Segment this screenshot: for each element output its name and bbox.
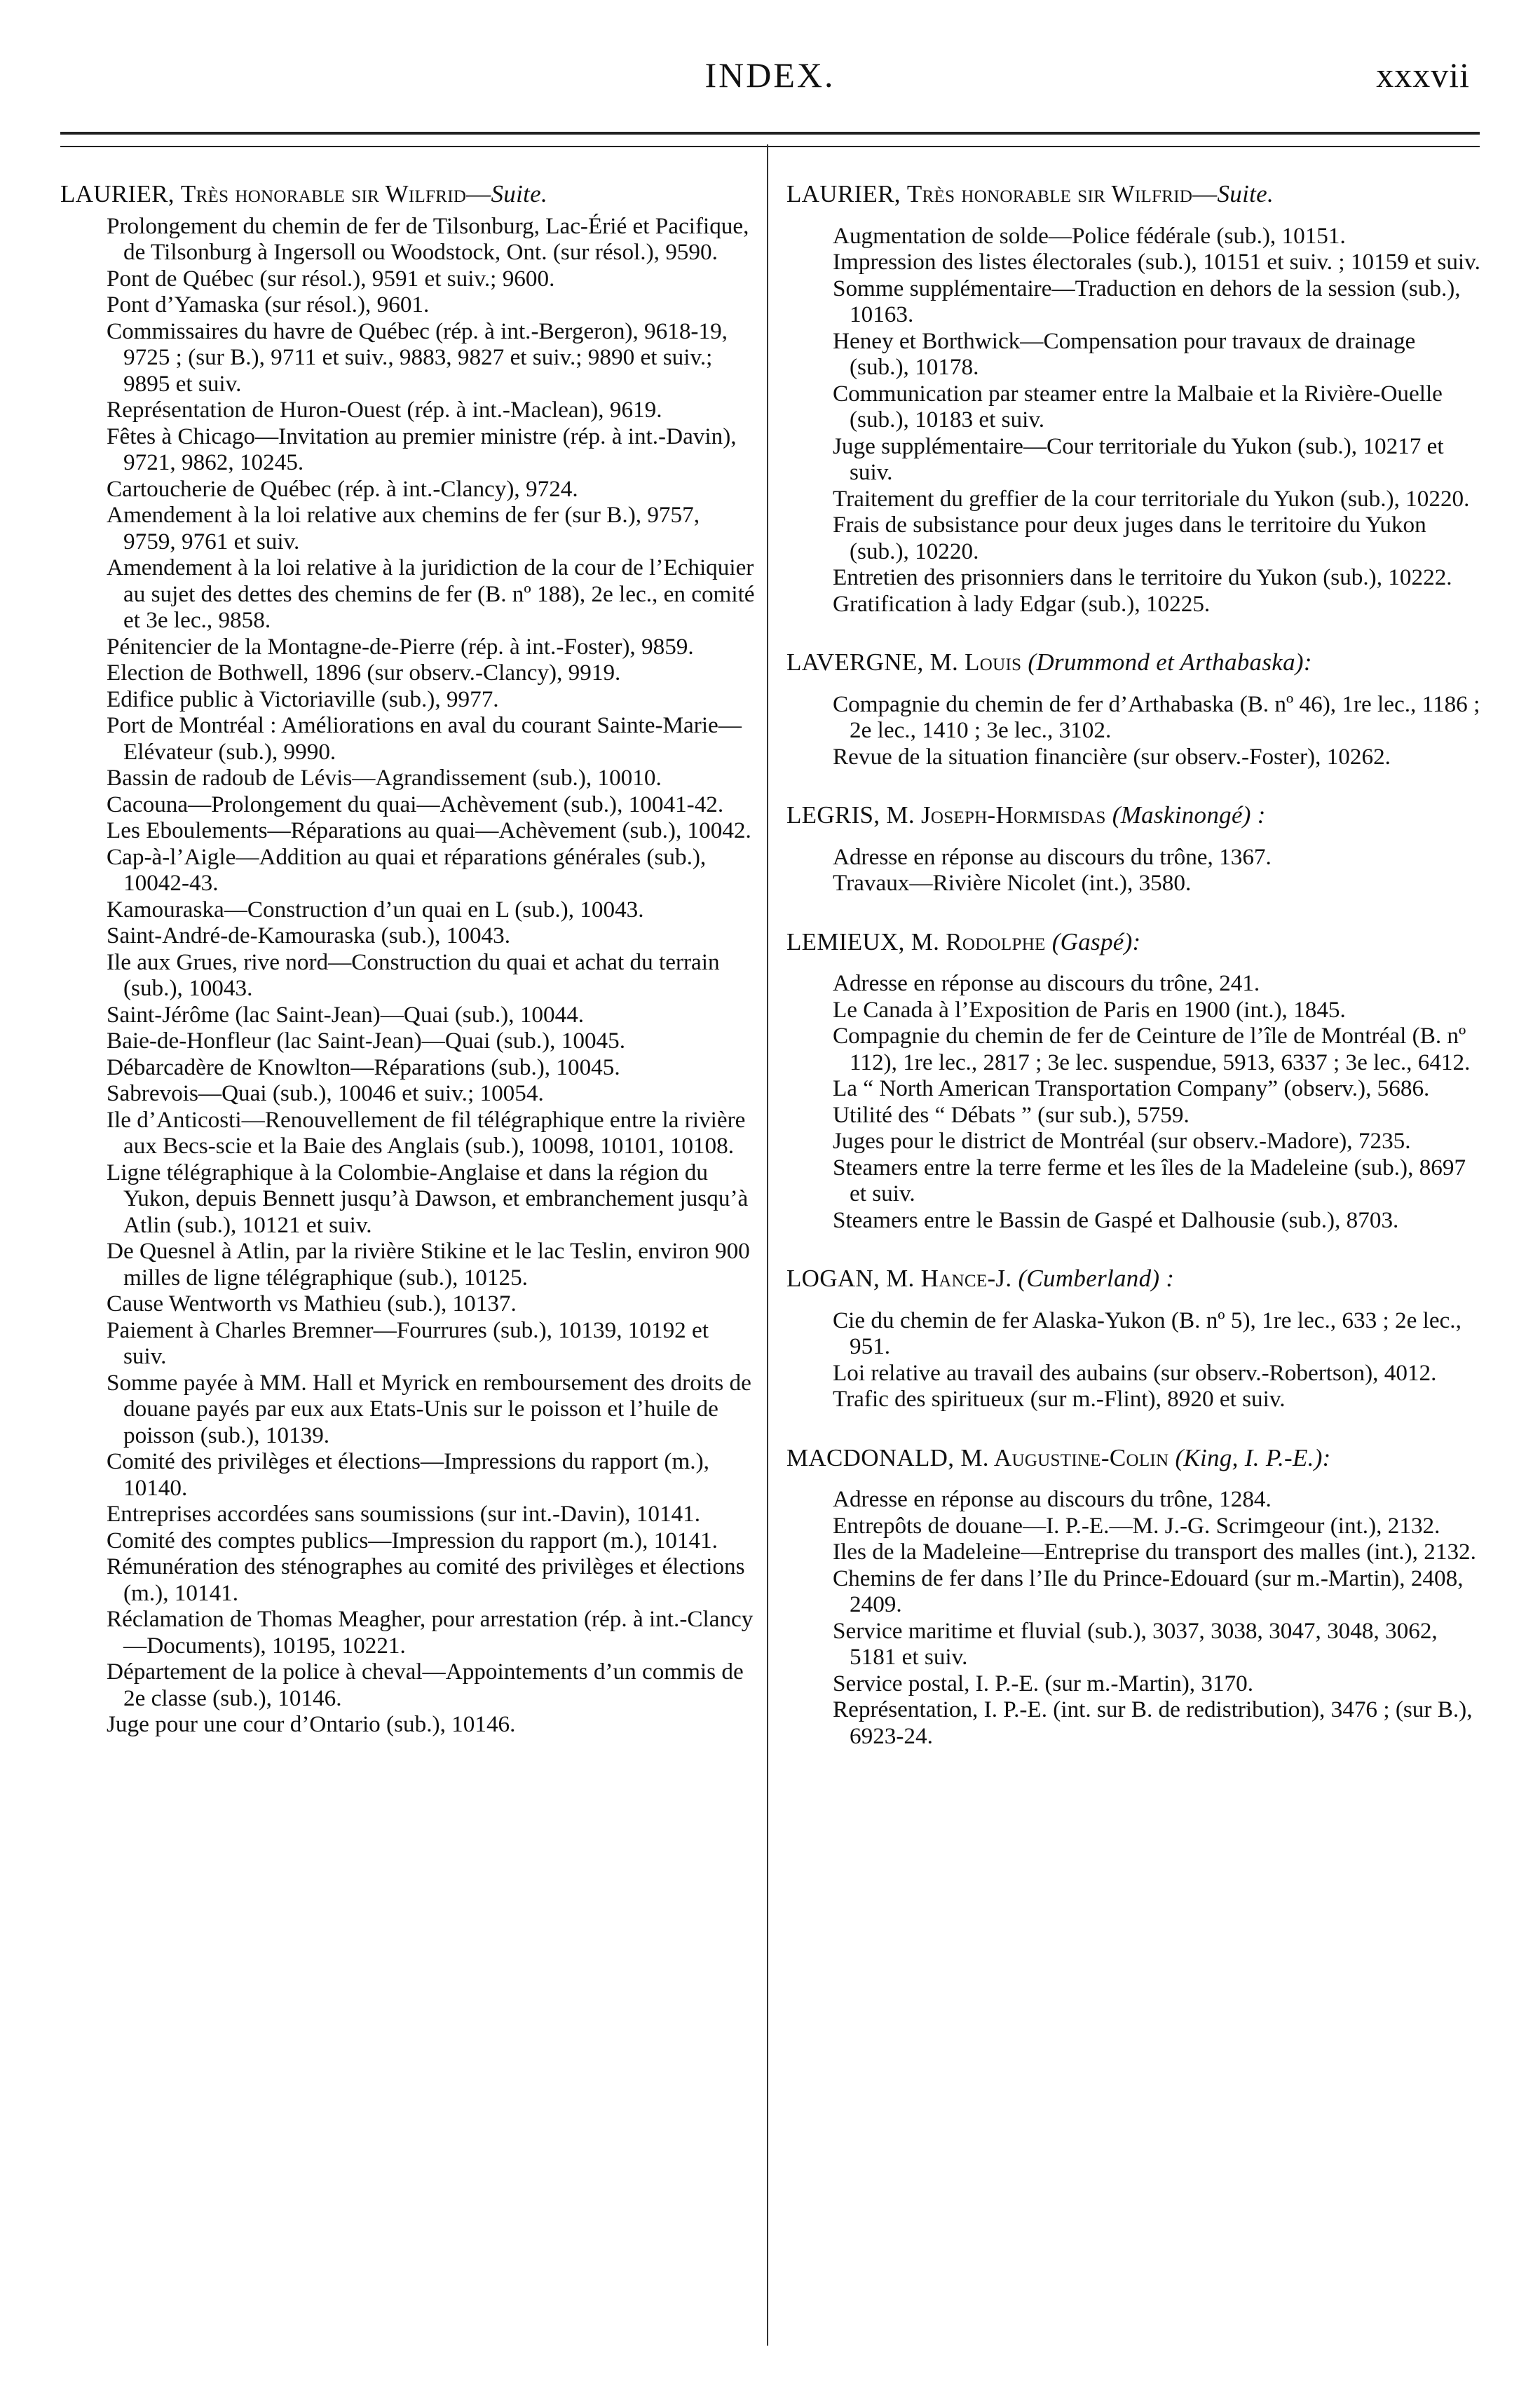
heading-surname: LAURIER, — [60, 180, 175, 208]
index-entry: Pont d’Yamaska (sur résol.), 9601. — [107, 292, 430, 318]
index-entry: Ile aux Grues, rive nord—Construction du quai et achat du terrain (sub.), 10043. — [107, 948, 720, 1001]
heading-title: M. Louis — [929, 648, 1022, 676]
index-entry: Département de la police à cheval—Appointements d’un commis de 2e classe (sub.), 10146. — [107, 1659, 744, 1711]
header-rule — [60, 132, 1480, 147]
entry-heading-logan — [786, 1265, 1480, 1292]
column-divider — [767, 144, 768, 2346]
index-entry: Service maritime et fluvial (sub.), 3037, 3038, 3047, 3048, 3062, 5181 et suiv. — [833, 1617, 1438, 1670]
heading-title: M. Rodolphe — [911, 927, 1046, 955]
index-entry: Représentation de Huron-Ouest (rép. à int.-Maclean), 9619. — [107, 397, 662, 423]
entry-heading-lemieux — [786, 929, 1480, 955]
index-entry: Impression des listes électorales (sub.), 10151 et suiv. ; 10159 et suiv. — [833, 249, 1480, 275]
index-entry: Edifice public à Victoriaville (sub.), 9977. — [107, 686, 499, 712]
index-entry: Prolongement du chemin de fer de Tilsonburg, Lac-Érié et Pacifique, de Tilsonburg à Ingersoll ou Woodstock, Ont. (sur résol.), 9590. — [107, 212, 749, 265]
heading-riding: (Cumberland) : — [1018, 1265, 1175, 1292]
index-entry: Trafic des spiritueux (sur m.-Flint), 8920 et suiv. — [833, 1386, 1286, 1412]
index-entry: Juge supplémentaire—Cour territoriale du Yukon (sub.), 10217 et suiv. — [833, 433, 1444, 485]
index-entry: Débarcadère de Knowlton—Réparations (sub.), 10045. — [107, 1054, 620, 1080]
section-lemieux — [786, 929, 1480, 1234]
index-entry: Amendement à la loi relative à la juridiction de la cour de l’Echiquier au sujet des dettes des chemins de fer (B. nº 188), 2e lec., en comité et 3e lec., 9858. — [107, 555, 755, 633]
index-entry: Frais de subsistance pour deux juges dans le territoire du Yukon (sub.), 10220. — [833, 512, 1426, 564]
section-macdonald — [786, 1445, 1480, 1750]
entry-list — [786, 844, 1480, 897]
index-entry: Juges pour le district de Montréal (sur observ.-Madore), 7235. — [833, 1128, 1411, 1154]
index-entry: Saint-Jérôme (lac Saint-Jean)—Quai (sub.), 10044. — [107, 1001, 585, 1028]
heading-title: M. Joseph-Hormisdas — [886, 801, 1106, 829]
index-entry: Compagnie du chemin de fer d’Arthabaska (B. nº 46), 1re lec., 1186 ; 2e lec., 1410 ; 3e lec., 3102. — [833, 691, 1480, 743]
index-entry: Steamers entre la terre ferme et les îles de la Madeleine (sub.), 8697 et suiv. — [833, 1154, 1466, 1206]
index-entry: Entretien des prisonniers dans le territoire du Yukon (sub.), 10222. — [833, 564, 1452, 590]
section-logan — [786, 1265, 1480, 1413]
heading-surname: LAVERGNE, — [786, 648, 924, 676]
index-entry: Travaux—Rivière Nicolet (int.), 3580. — [833, 870, 1192, 896]
index-entry: Entrepôts de douane—I. P.-E.—M. J.-G. Scrimgeour (int.), 2132. — [833, 1512, 1440, 1539]
index-entry: Compagnie du chemin de fer de Ceinture de l’île de Montréal (B. nº 112), 1re lec., 2817 ; 3e lec. suspendue, 5913, 6337 ; 3e lec., 6412. — [833, 1023, 1471, 1075]
index-entry: Entreprises accordées sans soumissions (sur int.-Davin), 10141. — [107, 1501, 701, 1527]
index-entry: Réclamation de Thomas Meagher, pour arrestation (rép. à int.-Clancy—Documents), 10195, 10221. — [107, 1606, 754, 1659]
index-entry: Comité des comptes publics—Impression du rapport (m.), 10141. — [107, 1527, 718, 1553]
entry-list — [786, 1486, 1480, 1749]
section-laurier-suite — [786, 181, 1480, 617]
index-entry: Pénitencier de la Montagne-de-Pierre (rép. à int.-Foster), 9859. — [107, 633, 694, 660]
heading-suffix: Suite. — [491, 180, 548, 208]
index-entry: La “ North American Transportation Company” (observ.), 5686. — [833, 1075, 1430, 1101]
heading-surname: MACDONALD, — [786, 1443, 955, 1471]
index-entry: Adresse en réponse au discours du trône, 1284. — [833, 1486, 1272, 1512]
index-entry: Comité des privilèges et élections—Impressions du rapport (m.), 10140. — [107, 1448, 709, 1501]
index-entry: Adresse en réponse au discours du trône, 1367. — [833, 843, 1272, 870]
index-entry: Gratification à lady Edgar (sub.), 10225. — [833, 590, 1211, 617]
index-entry: Iles de la Madeleine—Entreprise du transport des malles (int.), 2132. — [833, 1539, 1476, 1565]
heading-surname: LOGAN, — [786, 1265, 880, 1292]
index-entry: Paiement à Charles Bremner—Fourrures (sub.), 10139, 10192 et suiv. — [107, 1317, 709, 1369]
index-entry: Commissaires du havre de Québec (rép. à int.-Bergeron), 9618-19, 9725 ; (sur B.), 9711 et suiv., 9883, 9827 et suiv.; 9890 et suiv.; 9895 et suiv. — [107, 318, 728, 397]
index-entry: Représentation, I. P.-E. (int. sur B. de redistribution), 3476 ; (sur B.), 6923-24. — [833, 1696, 1473, 1749]
index-entry: Les Eboulements—Réparations au quai—Achèvement (sub.), 10042. — [107, 817, 751, 843]
index-entry: Cause Wentworth vs Mathieu (sub.), 10137. — [107, 1291, 517, 1317]
index-entry: Sabrevois—Quai (sub.), 10046 et suiv.; 10054. — [107, 1080, 544, 1106]
index-entry: Cap-à-l’Aigle—Addition au quai et réparations générales (sub.), 10042-43. — [107, 843, 707, 896]
index-entry: Service postal, I. P.-E. (sur m.-Martin), 3170. — [833, 1670, 1254, 1696]
index-entry: Communication par steamer entre la Malbaie et la Rivière-Ouelle (sub.), 10183 et suiv. — [833, 380, 1443, 433]
index-entry: Somme payée à MM. Hall et Myrick en remboursement des droits de douane payés par eux aux Etats-Unis sur le poisson et l’huile de poisson (sub.), 10139. — [107, 1369, 751, 1448]
entry-heading-macdonald — [786, 1445, 1480, 1471]
index-entry: Rémunération des sténographes au comité des privilèges et élections (m.), 10141. — [107, 1553, 745, 1606]
index-entry: Traitement du greffier de la cour territoriale du Yukon (sub.), 10220. — [833, 485, 1470, 512]
index-entry: Amendement à la loi relative aux chemins de fer (sur B.), 9757, 9759, 9761 et suiv. — [107, 502, 700, 555]
page-number: xxxvii — [1376, 55, 1470, 95]
index-entry: Loi relative au travail des aubains (sur observ.-Robertson), 4012. — [833, 1359, 1437, 1386]
section-lavergne — [786, 649, 1480, 770]
heading-title: M. Hance-J. — [886, 1265, 1012, 1292]
index-entry: Chemins de fer dans l’Ile du Prince-Edouard (sur m.-Martin), 2408, 2409. — [833, 1565, 1464, 1617]
entry-heading-legris — [786, 802, 1480, 829]
entry-list — [786, 970, 1480, 1233]
page-title: INDEX. — [704, 55, 836, 95]
entry-list — [786, 691, 1480, 770]
heading-surname: LAURIER, — [786, 180, 901, 208]
heading-title: Très honorable sir Wilfrid— — [180, 180, 491, 208]
index-entry: Kamouraska—Construction d’un quai en L (sub.), 10043. — [107, 896, 644, 923]
heading-riding: (King, I. P.-E.): — [1175, 1443, 1331, 1471]
index-entry: Revue de la situation financière (sur observ.-Foster), 10262. — [833, 743, 1391, 770]
index-entry: Somme supplémentaire—Traduction en dehors de la session (sub.), 10163. — [833, 275, 1461, 327]
heading-riding: (Gaspé): — [1051, 927, 1141, 955]
heading-surname: LEMIEUX, — [786, 927, 905, 955]
index-entry: Heney et Borthwick—Compensation pour travaux de drainage (sub.), 10178. — [833, 327, 1416, 380]
index-entry: Cacouna—Prolongement du quai—Achèvement (sub.), 10041-42. — [107, 791, 724, 817]
index-entry: Ligne télégraphique à la Colombie-Anglaise et dans la région du Yukon, depuis Bennett jusqu’à Dawson, et embranchement jusqu’à Atlin (sub.), 10121 et suiv. — [107, 1159, 749, 1238]
index-entry: Saint-André-de-Kamouraska (sub.), 10043. — [107, 923, 511, 948]
index-entry: Adresse en réponse au discours du trône, 241. — [833, 970, 1260, 996]
entry-heading-lavergne — [786, 649, 1480, 676]
left-column — [60, 181, 756, 1738]
right-column — [786, 181, 1480, 1781]
running-header — [0, 55, 1540, 111]
entry-list — [786, 223, 1480, 618]
index-entry: De Quesnel à Atlin, par la rivière Stikine et le lac Teslin, environ 900 milles de ligne télégraphique (sub.), 10125. — [107, 1238, 750, 1291]
index-entry: Ile d’Anticosti—Renouvellement de fil télégraphique entre la rivière aux Becs-scie et la Baie des Anglais (sub.), 10098, 10101, 10108. — [107, 1106, 746, 1159]
index-entry: Augmentation de solde—Police fédérale (sub.), 10151. — [833, 222, 1346, 249]
index-entry: Steamers entre le Bassin de Gaspé et Dalhousie (sub.), 8703. — [833, 1206, 1399, 1233]
index-entry: Juge pour une cour d’Ontario (sub.), 10146. — [107, 1711, 516, 1737]
entry-heading-laurier — [60, 181, 756, 208]
index-entry: Cartoucherie de Québec (rép. à int.-Clancy), 9724. — [107, 475, 578, 502]
index-entry: Fêtes à Chicago—Invitation au premier ministre (rép. à int.-Davin), 9721, 9862, 10245. — [107, 423, 737, 475]
entry-list — [786, 1307, 1480, 1413]
section-legris — [786, 802, 1480, 897]
index-entry: Pont de Québec (sur résol.), 9591 et suiv.; 9600. — [107, 265, 555, 292]
heading-title: M. Augustine-Colin — [960, 1443, 1169, 1471]
heading-surname: LEGRIS, — [786, 801, 880, 829]
heading-riding: (Drummond et Arthabaska): — [1028, 648, 1312, 676]
index-entry: Le Canada à l’Exposition de Paris en 1900 (int.), 1845. — [833, 996, 1346, 1023]
heading-riding: (Maskinongé) : — [1112, 801, 1266, 829]
entry-list — [60, 213, 756, 1738]
index-entry: Cie du chemin de fer Alaska-Yukon (B. nº 5), 1re lec., 633 ; 2e lec., 951. — [833, 1307, 1461, 1359]
entry-heading-laurier-suite — [786, 181, 1480, 208]
index-entry: Election de Bothwell, 1896 (sur observ.-Clancy), 9919. — [107, 660, 621, 686]
heading-suffix: Suite. — [1217, 180, 1274, 208]
heading-title: Très honorable sir Wilfrid— — [906, 180, 1218, 208]
index-entry: Port de Montréal : Améliorations en aval du courant Sainte-Marie—Elévateur (sub.), 9990. — [107, 712, 742, 765]
index-entry: Bassin de radoub de Lévis—Agrandissement (sub.), 10010. — [107, 765, 662, 791]
index-entry: Utilité des “ Débats ” (sur sub.), 5759. — [833, 1101, 1190, 1128]
index-entry: Baie-de-Honfleur (lac Saint-Jean)—Quai (sub.), 10045. — [107, 1028, 626, 1054]
